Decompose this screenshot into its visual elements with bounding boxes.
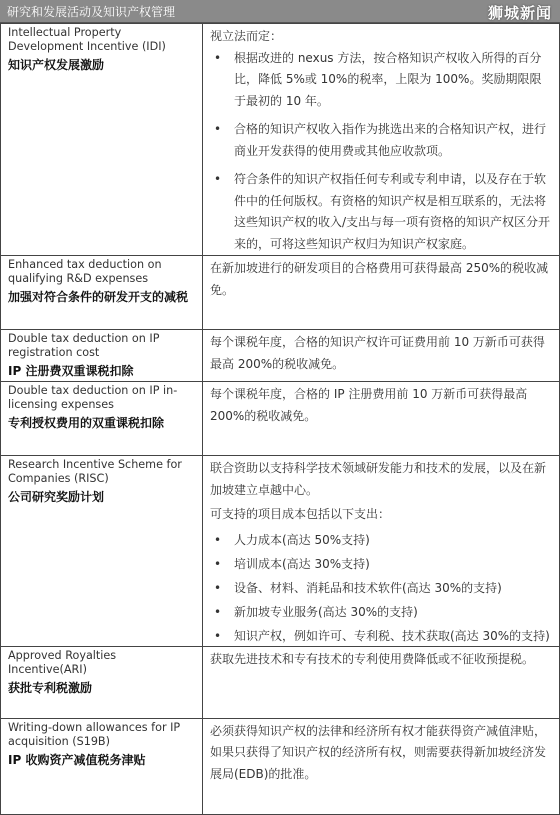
table-row <box>1 382 560 456</box>
incentive-description-cell <box>203 256 560 330</box>
incentive-description-cell <box>203 330 560 382</box>
list-item: • 设备、材料、消耗品和技术软件(高达 30%的支持) <box>210 578 551 598</box>
list-item: • 合格的知识产权收入指作为挑选出来的合格知识产权，进行商业开发获得的使用费或其他应收款项。 <box>210 119 551 162</box>
incentive-name-cell <box>1 330 203 382</box>
list-item: • 知识产权，例如许可、专利税、技术获取(高达 30%的支持) <box>210 626 551 646</box>
incentive-name-zh: IP 收购资产减值税务津贴 <box>8 752 146 767</box>
description-text: 每个课税年度，合格的 IP 注册费用前 10 万新币可获得最高 200%的税收减免。 <box>210 387 528 423</box>
incentive-name-en: Writing-down allowances for IP acquisition (S19B) <box>8 720 181 748</box>
incentive-name-zh: IP 注册费双重课税扣除 <box>8 364 134 378</box>
incentive-description-cell <box>203 382 560 456</box>
incentives-table <box>0 23 560 815</box>
description-text: 联合资助以支持科学技术领域研发能力和技术的发展，以及在新加坡建立卓越中心。 <box>210 461 547 497</box>
incentive-name-en: Double tax deduction on IP in-licensing expenses <box>8 384 178 411</box>
description-text: 必须获得知识产权的法律和经济所有权才能获得资产减值津贴，如果只获得了知识产权的经济所有权，则需要获得新加坡经济发展局(EDB)的批准。 <box>210 723 547 781</box>
list-item: • 符合条件的知识产权指任何专利或专利申请，以及存在于软件中的任何版权。有资格的知识产权是相互联系的，无法将这些知识产权的收入/支出与每一项有资格的知识产权区分开来的，可将这些知识产权归为知识产权家庭。 <box>210 169 551 255</box>
incentive-name-en: Double tax deduction on IP registration cost <box>8 332 160 359</box>
table-header-bar <box>0 0 560 23</box>
list-item: • 根据改进的 nexus 方法，按合格知识产权收入所得的百分比，降低 5%或 10%的税率，上限为 100%。奖励期限限于最初的 10 年。 <box>210 48 551 113</box>
incentive-name-zh: 公司研究奖励计划 <box>8 490 105 504</box>
incentive-description-cell <box>203 646 560 718</box>
description-list <box>210 48 551 256</box>
incentive-name-zh: 专利授权费用的双重课税扣除 <box>8 416 165 430</box>
incentive-description-cell <box>203 456 560 647</box>
incentive-name-cell <box>1 456 203 647</box>
incentive-name-cell <box>1 256 203 330</box>
incentive-name-cell <box>1 382 203 456</box>
incentive-name-zh: 加强对符合条件的研发开支的减税 <box>8 290 189 304</box>
description-text: 每个课税年度，合格的知识产权许可证费用前 10 万新币可获得最高 200%的税收减免。 <box>210 335 545 371</box>
incentive-name-zh: 知识产权发展激励 <box>8 58 105 72</box>
incentive-description-cell <box>203 24 560 256</box>
description-intro: 视立法而定： <box>210 29 283 43</box>
incentive-name-en: Enhanced tax deduction on qualifying R&D expenses <box>8 258 162 285</box>
incentive-name-en: Intellectual Property Development Incentive (IDI) <box>8 26 166 53</box>
incentive-name-cell <box>1 24 203 256</box>
incentive-name-cell <box>1 646 203 718</box>
list-item: • 新加坡专业服务(高达 30%的支持) <box>210 602 551 622</box>
incentive-name-zh: 获批专利税激励 <box>8 680 93 695</box>
description-text: 获取先进技术和专有技术的专利使用费降低或不征收预提税。 <box>210 651 535 666</box>
incentive-name-en: Research Incentive Scheme for Companies (RISC) <box>8 458 182 485</box>
table-row <box>1 256 560 330</box>
description-list <box>210 530 551 646</box>
list-item: • 培训成本(高达 30%支持) <box>210 554 551 574</box>
table-row <box>1 456 560 647</box>
table-title: 研究和发展活动及知识产权管理 <box>7 5 176 19</box>
watermark-logo: 狮城新闻 <box>487 4 552 22</box>
table-row <box>1 330 560 382</box>
description-subheading: 可支持的项目成本包括以下支出： <box>210 507 391 521</box>
incentive-name-en: Approved Royalties Incentive(ARI) <box>8 648 117 676</box>
table-row <box>1 646 560 718</box>
description-text: 在新加坡进行的研发项目的合格费用可获得最高 250%的税收减免。 <box>210 261 549 297</box>
table-row <box>1 24 560 256</box>
list-item: • 人力成本(高达 50%支持) <box>210 530 551 550</box>
